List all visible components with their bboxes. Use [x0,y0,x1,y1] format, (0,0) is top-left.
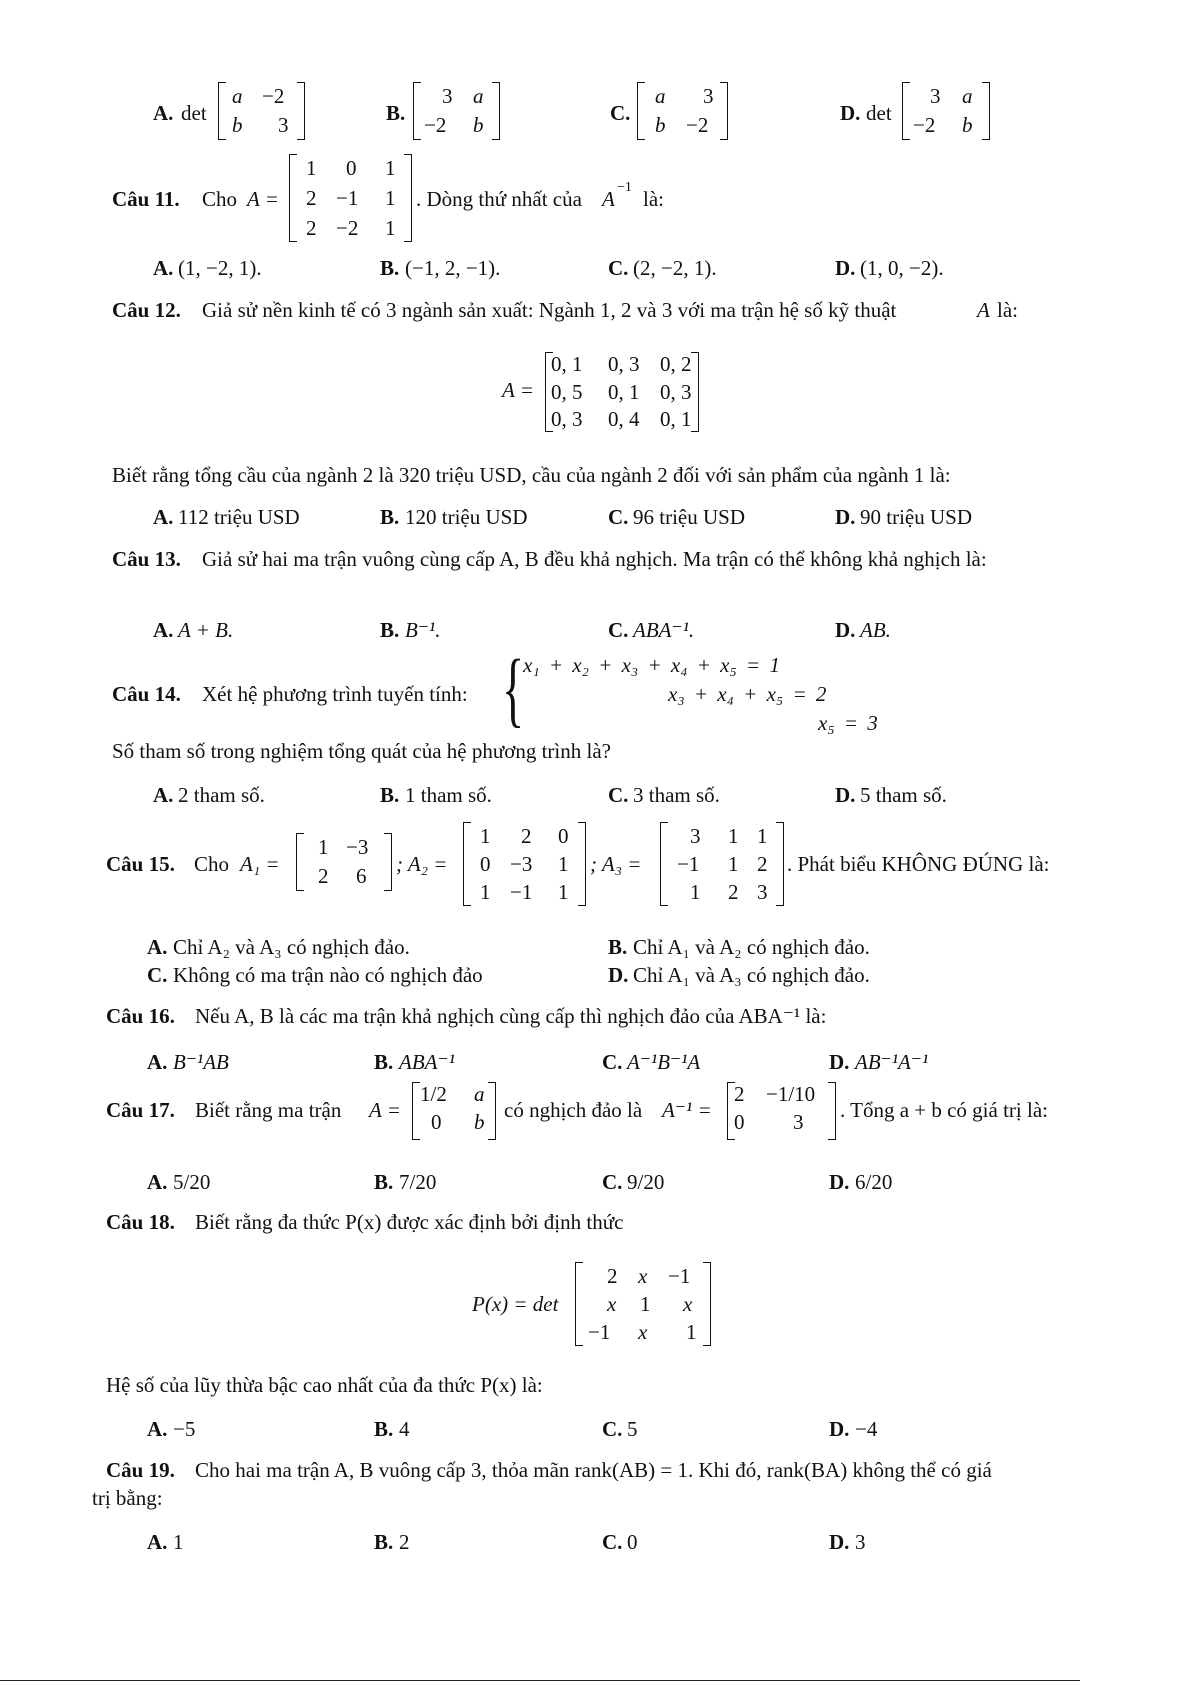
option-label: C. [608,256,629,280]
option-label: B. [386,101,406,125]
question-text: Cho hai ma trận A, B vuông cấp 3, thỏa mãn rank(AB) = 1. Khi đó, rank(BA) không thể có giá [195,1458,992,1482]
bracket-left [218,82,226,140]
question-number: Câu 11. [112,187,180,211]
bracket-right [691,352,699,432]
bracket-left [637,82,645,140]
option-label: D. [829,1170,850,1194]
matrix-cell: x [638,1320,648,1344]
question-text: Số tham số trong nghiệm tổng quát của hệ phương trình là? [112,739,611,763]
matrix-cell: 6 [356,864,367,888]
matrix-cell: −2 [336,216,359,240]
bracket-right [384,833,392,891]
option-text: ABA⁻¹ [399,1050,455,1074]
bracket-right [297,82,305,140]
matrix-cell: a [232,84,243,108]
matrix-cell: 1 [728,824,739,848]
matrix-cell: 3 [757,880,768,904]
option-label: A. [147,1050,168,1074]
matrix-cell: 2 [306,216,317,240]
matrix-cell: −2 [262,84,285,108]
option-label: C. [610,101,631,125]
equation: x₅ = 3 [818,711,878,735]
option-text: 3 [855,1530,866,1554]
question-number: Câu 15. [106,852,175,876]
option-text: −5 [173,1417,196,1441]
question-text: Biết rằng đa thức P(x) được xác định bởi định thức [195,1210,624,1234]
matrix-cell: 0 [346,156,357,180]
matrix-cell: 2 [728,880,739,904]
question-text: . Phát biểu KHÔNG ĐÚNG là: [787,852,1050,876]
option-text: Chỉ A₁ và A₂ có nghịch đảo. [633,935,870,959]
option-label: A. [153,256,174,280]
option-text: AB. [860,618,891,642]
matrix-cell: 0, 3 [551,407,583,431]
question-number: Câu 16. [106,1004,175,1028]
question-text: . Dòng thứ nhất của [416,187,582,211]
matrix-cell: 1 [558,852,569,876]
option-label: B. [374,1530,394,1554]
question-number: Câu 18. [106,1210,175,1234]
option-text: 1 tham số. [405,783,492,807]
equation: x₁ + x₂ + x₃ + x₄ + x₅ = 1 [523,653,780,677]
matrix-cell: b [962,113,973,137]
question-text: Giả sử nền kinh tế có 3 ngành sản xuất: Ngành 1, 2 và 3 với ma trận hệ số kỹ thuật [202,298,897,322]
matrix-lhs: ; A₂ = [396,852,448,876]
option-label: D. [835,783,856,807]
matrix-cell: 2 [734,1082,745,1106]
option-label: B. [380,256,400,280]
matrix-cell: 1 [757,824,768,848]
bracket-right [982,82,990,140]
matrix-cell: 1 [318,835,329,859]
option-text: 120 triệu USD [405,505,528,529]
option-text: 7/20 [399,1170,437,1194]
matrix-cell: −2 [686,113,709,137]
matrix-cell: 0 [734,1110,745,1134]
bracket-left [296,833,304,891]
matrix-cell: x [683,1292,693,1316]
matrix-cell: −3 [346,835,369,859]
matrix-cell: 2 [757,852,768,876]
option-label: D. [829,1050,850,1074]
option-text: 0 [627,1530,638,1554]
option-label: C. [608,618,629,642]
question-text: Xét hệ phương trình tuyến tính: [202,682,468,706]
question-text: là: [997,298,1018,322]
matrix-cell: −3 [510,852,533,876]
bracket-right [720,82,728,140]
bracket-left [463,822,471,906]
question-text: là: [643,187,664,211]
option-text: (1, −2, 1). [178,256,262,280]
option-label: C. [602,1530,623,1554]
matrix-cell: b [232,113,243,137]
superscript: −1 [617,180,632,195]
question-text: Cho [202,187,238,211]
option-text: Chỉ A₁ và A₃ có nghịch đảo. [633,963,870,987]
option-label: A. [153,783,174,807]
bracket-right [404,154,412,242]
matrix-cell: −2 [913,113,936,137]
bracket-left [289,154,297,242]
option-label: C. [608,505,629,529]
question-text: Biết rằng tổng cầu của ngành 2 là 320 triệu USD, cầu của ngành 2 đối với sản phẩm của ngành 1 là: [112,463,951,487]
matrix-cell: −1 [336,186,359,210]
matrix-cell: 0, 4 [608,407,640,431]
matrix-cell: 1 [480,824,491,848]
matrix-cell: 0, 1 [660,407,692,431]
question-number: Câu 13. [112,547,181,571]
matrix-var: A [602,187,615,211]
matrix-cell: 1 [686,1320,697,1344]
option-label: D. [840,101,861,125]
question-text: Cho [194,852,230,876]
question-text: Biết rằng ma trận [195,1098,342,1122]
matrix-cell: 3 [442,84,453,108]
option-label: A. [153,618,174,642]
question-text: . Tổng a + b có giá trị là: [840,1098,1048,1122]
matrix-cell: 3 [278,113,289,137]
matrix-cell: 1 [385,186,396,210]
matrix-cell: b [473,113,484,137]
option-label: C. [147,963,168,987]
matrix-lhs: A⁻¹ = [662,1098,712,1122]
option-label: A. [147,1530,168,1554]
option-label: B. [374,1170,394,1194]
option-text: B⁻¹. [405,618,441,642]
matrix-cell: 0, 1 [551,352,583,376]
option-text: Không có ma trận nào có nghịch đảo [173,963,483,987]
matrix-lhs: P(x) = det [472,1292,559,1316]
option-text: 3 tham số. [633,783,720,807]
option-label: A. [147,935,168,959]
matrix-cell: 1/2 [420,1082,447,1106]
matrix-cell: 1 [728,852,739,876]
matrix-cell: 2 [607,1264,618,1288]
matrix-cell: x [607,1292,617,1316]
option-text: (1, 0, −2). [860,256,944,280]
matrix-cell: 0, 1 [608,380,640,404]
option-text: 96 triệu USD [633,505,745,529]
bracket-left [902,82,910,140]
question-number: Câu 14. [112,682,181,706]
matrix-cell: b [474,1110,485,1134]
matrix-cell: 0 [558,824,569,848]
matrix-cell: −1 [588,1320,611,1344]
matrix-lhs: A = [369,1098,401,1122]
matrix-cell: −1 [677,852,700,876]
matrix-cell: 0, 3 [660,380,692,404]
option-text: B⁻¹AB [173,1050,229,1074]
question-number: Câu 17. [106,1098,175,1122]
matrix-cell: a [655,84,666,108]
matrix-cell: 2 [318,864,329,888]
option-text: 5 [627,1417,638,1441]
option-text: A + B. [178,618,234,642]
matrix-cell: 0, 2 [660,352,692,376]
option-label: D. [835,618,856,642]
matrix-cell: 0, 3 [608,352,640,376]
option-label: B. [380,505,400,529]
matrix-cell: −1 [510,880,533,904]
option-text: (2, −2, 1). [633,256,717,280]
option-text: 9/20 [627,1170,665,1194]
option-label: C. [602,1050,623,1074]
option-text: 1 [173,1530,184,1554]
matrix-var: A [977,298,990,322]
matrix-cell: −2 [424,113,447,137]
option-label: D. [835,505,856,529]
matrix-cell: 1 [385,156,396,180]
option-text: 5 tham số. [860,783,947,807]
matrix-cell: b [655,113,666,137]
option-label: D. [829,1417,850,1441]
matrix-cell: 0 [480,852,491,876]
option-text: −4 [855,1417,878,1441]
option-label: A. [153,505,174,529]
bracket-left [575,1262,583,1346]
equation: x₃ + x₄ + x₅ = 2 [668,682,827,706]
option-label: A. [147,1170,168,1194]
option-label: B. [380,783,400,807]
matrix-lhs: ; A₃ = [590,852,642,876]
matrix-cell: 1 [480,880,491,904]
option-label: B. [380,618,400,642]
bracket-right [488,1082,496,1140]
matrix-cell: 0 [431,1110,442,1134]
option-text: 4 [399,1417,410,1441]
option-text: ABA⁻¹. [633,618,695,642]
option-label: B. [374,1417,394,1441]
bracket-right [492,82,500,140]
option-label: D. [608,963,629,987]
option-text: 5/20 [173,1170,211,1194]
option-label: D. [829,1530,850,1554]
option-label: C. [602,1417,623,1441]
option-label: A. [153,101,174,125]
question-text: Hệ số của lũy thừa bậc cao nhất của đa thức P(x) là: [106,1373,543,1397]
matrix-cell: 1 [306,156,317,180]
option-text: AB⁻¹A⁻¹ [855,1050,929,1074]
option-text: 90 triệu USD [860,505,972,529]
option-text: 6/20 [855,1170,893,1194]
question-number: Câu 19. [106,1458,175,1482]
matrix-cell: a [474,1082,485,1106]
matrix-cell: 3 [690,824,701,848]
matrix-cell: 1 [640,1292,651,1316]
matrix-cell: −1/10 [766,1082,816,1106]
matrix-cell: 2 [521,824,532,848]
bracket-left [660,822,668,906]
question-text: trị bằng: [92,1486,163,1510]
bracket-right [776,822,784,906]
question-text: có nghịch đảo là [504,1098,643,1122]
matrix-cell: a [962,84,973,108]
bracket-right [703,1262,711,1346]
matrix-lhs: A = [502,378,534,402]
option-label: B. [374,1050,394,1074]
option-text: 112 triệu USD [178,505,300,529]
matrix-cell: 3 [930,84,941,108]
det-label: det [866,101,892,125]
bracket-left [413,82,421,140]
option-label: D. [835,256,856,280]
matrix-cell: 0, 5 [551,380,583,404]
option-label: C. [602,1170,623,1194]
option-label: A. [147,1417,168,1441]
question-text: Giả sử hai ma trận vuông cùng cấp A, B đều khả nghịch. Ma trận có thể không khả nghịch là: [202,547,987,571]
matrix-cell: −1 [668,1264,691,1288]
matrix-lhs: A = [247,187,279,211]
matrix-cell: x [638,1264,648,1288]
matrix-cell: 2 [306,186,317,210]
option-label: C. [608,783,629,807]
question-number: Câu 12. [112,298,181,322]
matrix-cell: 1 [690,880,701,904]
matrix-cell: a [473,84,484,108]
matrix-cell: 1 [558,880,569,904]
question-text: Nếu A, B là các ma trận khả nghịch cùng cấp thì nghịch đảo của ABA⁻¹ là: [195,1004,827,1028]
matrix-lhs: A₁ = [240,852,280,876]
option-text: 2 tham số. [178,783,265,807]
option-text: Chỉ A₂ và A₃ có nghịch đảo. [173,935,410,959]
option-text: (−1, 2, −1). [405,256,501,280]
option-label: B. [608,935,628,959]
matrix-cell: 3 [703,84,714,108]
matrix-cell: 3 [793,1110,804,1134]
option-text: 2 [399,1530,410,1554]
det-label: det [181,101,207,125]
option-text: A⁻¹B⁻¹A [627,1050,701,1074]
bracket-left [412,1082,420,1140]
system-brace: { [502,643,525,736]
footer-rule [0,1680,1080,1681]
bracket-right [828,1082,836,1140]
bracket-right [578,822,586,906]
matrix-cell: 1 [385,216,396,240]
